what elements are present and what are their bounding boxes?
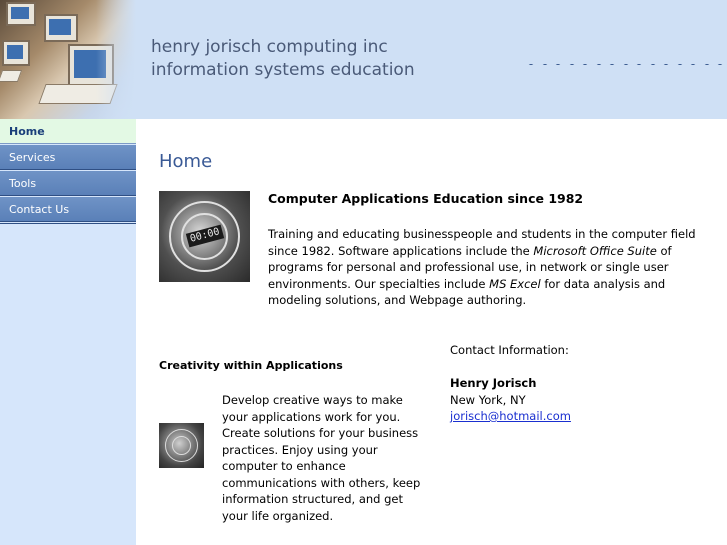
company-line-1: henry jorisch computing inc [151,37,388,57]
contact-label: Contact Information: [450,343,569,357]
creativity-heading: Creativity within Applications [159,359,343,372]
creativity-text: Develop creative ways to make your applications work for you. Create solutions for your business practices. Enjoy using your computer to enhance communications with others, keep information structured, and get your life organized. [222,393,421,523]
nav-tools[interactable]: Tools [0,171,136,196]
company-name [151,36,415,82]
site-header [0,0,727,119]
hero-image-clock-digits: 00:00 [186,225,224,248]
intro-emphasis-office: Microsoft Office Suite [533,243,657,258]
nav-services[interactable]: Services [0,145,136,170]
page-title: Home [159,151,213,172]
nav-contact-us[interactable]: Contact Us [0,197,136,222]
hero-image-clock [159,191,250,282]
contact-name: Henry Jorisch [450,376,537,390]
contact-location: New York, NY [450,393,526,407]
header-fade [96,0,136,119]
nav-home[interactable]: Home [0,119,136,144]
intro-heading: Computer Applications Education since 1982 [268,191,584,206]
creativity-image [159,423,204,468]
decorative-dots [528,55,727,65]
intro-text: Training and educating businesspeople and students in the computer field since 1982. Software applications include the Microsoft Office Suite of programs for personal and professional use, in network or single user environments. Our specialties include MS Excel for data analysis and modeling solutions, and Webpage authoring. [268,227,696,307]
contact-email-link[interactable]: jorisch@hotmail.com [450,409,571,423]
company-line-2: information systems education [151,60,415,80]
sidebar [0,119,136,545]
nav-divider [0,223,136,224]
intro-emphasis-excel: MS Excel [489,276,541,291]
